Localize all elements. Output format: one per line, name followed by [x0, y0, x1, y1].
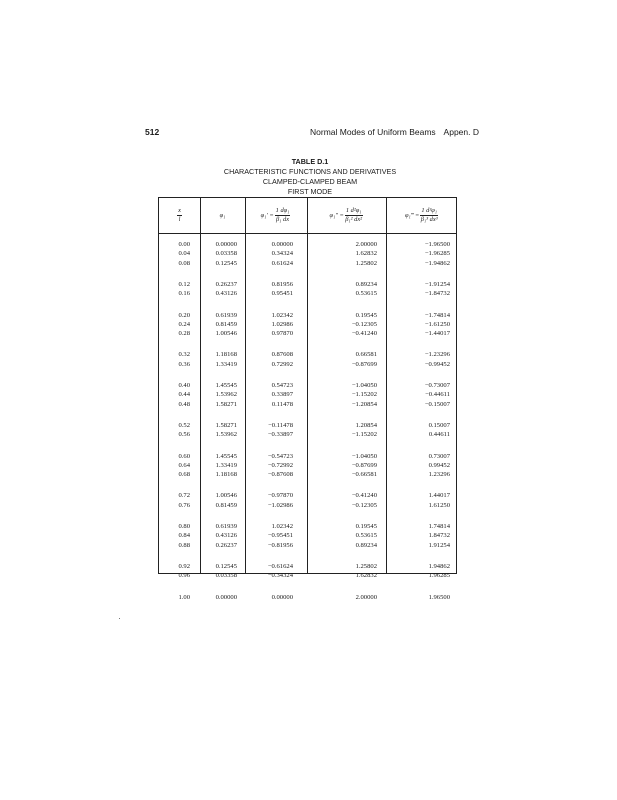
- cell-phi-triple-prime: 0.99452: [428, 461, 450, 469]
- cell-x: 0.96: [178, 572, 190, 580]
- cell-phi-triple-prime: 0.44611: [428, 431, 450, 439]
- cell-phi-triple-prime: −0.15007: [424, 400, 450, 408]
- cell-phi-prime: −0.87608: [267, 471, 293, 479]
- cell-x: 0.04: [178, 250, 190, 258]
- cell-x: 0.24: [178, 320, 190, 328]
- cell-phi-prime: −1.02986: [267, 501, 293, 509]
- cell-phi-triple-prime: 1.74814: [428, 523, 450, 530]
- cell-phi-double-prime: −0.41240: [351, 492, 377, 500]
- cell-phi-double-prime: −1.15202: [351, 431, 377, 439]
- cell-phi-double-prime: −1.04050: [351, 382, 377, 389]
- cell-phi: 0.81459: [215, 501, 237, 509]
- cell-phi: 1.45545: [215, 382, 237, 389]
- cell-phi-double-prime: −0.87699: [351, 461, 377, 469]
- table-row: [159, 289, 456, 299]
- cell-phi-double-prime: −1.15202: [351, 391, 377, 399]
- cell-x: 0.80: [178, 523, 190, 530]
- cell-x: 0.48: [178, 400, 190, 408]
- cell-phi-prime: 0.81956: [271, 280, 293, 288]
- header-x-over-l: [159, 198, 200, 233]
- table-row: [159, 501, 456, 511]
- cell-phi: 0.26237: [215, 541, 237, 549]
- cell-x: 0.40: [178, 382, 190, 389]
- cell-phi-triple-prime: −0.99452: [424, 360, 450, 368]
- cell-phi: 0.43126: [215, 290, 237, 298]
- table-row: [159, 360, 456, 370]
- cell-phi-triple-prime: −1.96500: [424, 241, 450, 248]
- cell-phi-triple-prime: 1.23296: [428, 471, 450, 479]
- header-phi-double-prime-num: 1 d²φ₁: [345, 207, 362, 214]
- cell-phi-double-prime: 2.00000: [355, 593, 377, 601]
- table-row: [159, 329, 456, 339]
- table-row: [159, 400, 456, 410]
- cell-phi: 0.61939: [215, 523, 237, 530]
- cell-phi-prime: 1.02342: [271, 311, 293, 319]
- cell-phi: 0.00000: [215, 241, 237, 248]
- cell-phi-triple-prime: 1.96500: [428, 593, 450, 601]
- table-row: [159, 593, 456, 603]
- cell-x: 0.44: [178, 391, 190, 399]
- cell-phi: 1.18168: [215, 351, 237, 359]
- cell-phi-prime: 1.02342: [271, 523, 293, 530]
- cell-phi-double-prime: 0.89234: [355, 541, 377, 549]
- cell-phi: 0.00000: [215, 593, 237, 601]
- cell-phi-double-prime: 0.89234: [355, 280, 377, 288]
- cell-phi-prime: 0.34324: [271, 250, 293, 258]
- table-label: TABLE D.1: [291, 157, 329, 166]
- cell-phi-double-prime: −0.12305: [351, 320, 377, 328]
- cell-phi-triple-prime: −0.44611: [425, 391, 450, 399]
- cell-phi-prime: −0.81956: [267, 541, 293, 549]
- cell-phi-triple-prime: −1.74814: [424, 311, 450, 319]
- caption-line-beam: CLAMPED-CLAMPED BEAM: [262, 177, 358, 186]
- table-header: [159, 198, 456, 234]
- cell-x: 0.64: [178, 461, 190, 469]
- cell-phi-prime: −0.33897: [267, 431, 293, 439]
- cell-phi-double-prime: −0.12305: [351, 501, 377, 509]
- cell-phi-double-prime: −0.87699: [351, 360, 377, 368]
- cell-phi-triple-prime: 1.61250: [428, 501, 450, 509]
- cell-phi-triple-prime: −1.84732: [424, 290, 450, 298]
- cell-phi-prime: 0.61624: [271, 259, 293, 267]
- cell-phi-double-prime: 0.53615: [355, 532, 377, 540]
- cell-phi-triple-prime: 1.84732: [428, 532, 450, 540]
- cell-x: 0.52: [178, 421, 190, 429]
- cell-phi-prime: −0.11478: [268, 421, 293, 429]
- cell-phi-triple-prime: 1.96285: [428, 572, 450, 580]
- cell-phi-prime: 1.02986: [271, 320, 293, 328]
- cell-phi-triple-prime: 1.91254: [428, 541, 450, 549]
- cell-phi-triple-prime: −1.91254: [424, 280, 450, 288]
- cell-phi-triple-prime: −1.44017: [424, 330, 450, 338]
- table-row: [159, 571, 456, 581]
- cell-phi-double-prime: 1.25802: [355, 259, 377, 267]
- cell-phi-prime: 0.87608: [271, 351, 293, 359]
- table-row: [159, 259, 456, 269]
- cell-phi-triple-prime: −1.61250: [424, 320, 450, 328]
- cell-phi: 1.53962: [215, 391, 237, 399]
- cell-phi: 1.58271: [215, 400, 237, 408]
- cell-phi: 1.00546: [215, 492, 237, 500]
- cell-phi: 0.26237: [215, 280, 237, 288]
- header-phi-prime-den: β₁ dx: [276, 216, 290, 223]
- caption-line-functions: CHARACTERISTIC FUNCTIONS AND DERIVATIVES: [223, 167, 397, 176]
- cell-phi: 1.18168: [215, 471, 237, 479]
- cell-x: 0.56: [178, 431, 190, 439]
- cell-phi: 0.03358: [215, 572, 237, 580]
- cell-phi-prime: −0.61624: [267, 562, 293, 570]
- cell-x: 0.20: [178, 311, 190, 319]
- running-title: Normal Modes of Uniform Beams: [310, 127, 436, 137]
- cell-phi-double-prime: 0.53615: [355, 290, 377, 298]
- table-caption: [200, 157, 420, 197]
- cell-x: 0.92: [178, 562, 190, 570]
- header-phi-double-prime-den: β₁² dx²: [345, 216, 363, 223]
- page-number: 512: [145, 127, 160, 137]
- cell-phi: 1.00546: [215, 330, 237, 338]
- cell-phi-prime: 0.11478: [271, 400, 293, 408]
- header-phi-prime-lhs: φ₁′ =: [260, 212, 274, 219]
- cell-phi: 1.45545: [215, 452, 237, 460]
- header-phi-triple-prime-num: 1 d³φ₁: [421, 207, 438, 214]
- cell-phi-prime: 0.00000: [271, 241, 293, 248]
- cell-x: 0.00: [178, 241, 190, 248]
- cell-phi: 0.12545: [215, 259, 237, 267]
- cell-phi-prime: −0.95451: [267, 532, 293, 540]
- cell-phi-double-prime: 1.25802: [355, 562, 377, 570]
- cell-phi: 1.33419: [215, 360, 237, 368]
- cell-phi: 0.81459: [215, 320, 237, 328]
- cell-phi-double-prime: −0.66581: [351, 471, 377, 479]
- cell-x: 0.72: [178, 492, 190, 500]
- cell-x: 0.16: [178, 290, 190, 298]
- cell-x: 0.84: [178, 532, 190, 540]
- cell-phi-prime: 0.54723: [271, 382, 293, 389]
- cell-x: 0.68: [178, 471, 190, 479]
- cell-phi-triple-prime: 1.94862: [428, 562, 450, 570]
- header-phi: [200, 198, 245, 233]
- data-table: [158, 197, 457, 601]
- cell-phi-prime: 0.00000: [271, 593, 293, 601]
- cell-phi-prime: 0.72992: [271, 360, 293, 368]
- cell-phi-triple-prime: −1.23296: [424, 351, 450, 359]
- cell-x: 0.08: [178, 259, 190, 267]
- cell-phi-double-prime: 1.20854: [355, 421, 377, 429]
- cell-phi-prime: 0.95451: [271, 290, 293, 298]
- cell-phi: 0.43126: [215, 532, 237, 540]
- caption-line-mode: FIRST MODE: [287, 187, 333, 196]
- cell-phi: 1.33419: [215, 461, 237, 469]
- cell-phi: 0.03358: [215, 250, 237, 258]
- cell-phi-prime: 0.97870: [271, 330, 293, 338]
- cell-phi: 0.12545: [215, 562, 237, 570]
- cell-phi-triple-prime: −0.73007: [424, 382, 450, 389]
- cell-phi-double-prime: −1.04050: [351, 452, 377, 460]
- cell-phi-triple-prime: 0.73007: [428, 452, 450, 460]
- header-phi-prime-num: 1 dφ₁: [275, 207, 290, 214]
- cell-phi-triple-prime: −1.94862: [424, 259, 450, 267]
- cell-phi-prime: −0.72992: [267, 461, 293, 469]
- cell-phi-prime: 0.33897: [271, 391, 293, 399]
- cell-phi-prime: −0.54723: [267, 452, 293, 460]
- cell-phi-double-prime: 0.19545: [355, 311, 377, 319]
- cell-x: 0.32: [178, 351, 190, 359]
- cell-phi-triple-prime: 1.44017: [428, 492, 450, 500]
- header-phi-triple-prime-den: β₁³ dx³: [420, 216, 438, 223]
- cell-phi-double-prime: −0.41240: [351, 330, 377, 338]
- cell-phi-double-prime: 0.19545: [355, 523, 377, 530]
- cell-x: 0.60: [178, 452, 190, 460]
- cell-phi-double-prime: 2.00000: [355, 241, 377, 248]
- header-phi-triple-prime: [386, 198, 458, 233]
- header-phi-double-prime: [307, 198, 386, 233]
- header-phi-double-prime-lhs: φ₁″ =: [329, 212, 344, 219]
- cell-x: 0.76: [178, 501, 190, 509]
- cell-x: 0.36: [178, 360, 190, 368]
- cell-phi-prime: −0.34324: [267, 572, 293, 580]
- cell-x: 0.28: [178, 330, 190, 338]
- header-phi-triple-prime-lhs: φ₁‴ =: [404, 212, 420, 219]
- table-row: [159, 541, 456, 551]
- cell-x: 0.12: [178, 280, 190, 288]
- cell-phi-prime: −0.97870: [267, 492, 293, 500]
- cell-phi-triple-prime: 0.15007: [428, 421, 450, 429]
- header-x: x: [178, 207, 181, 214]
- cell-x: 1.00: [178, 593, 190, 601]
- cell-phi-triple-prime: −1.96285: [424, 250, 450, 258]
- page-speck: [119, 618, 120, 619]
- header-l: l: [178, 216, 181, 223]
- cell-phi: 1.58271: [215, 421, 237, 429]
- cell-phi: 1.53962: [215, 431, 237, 439]
- cell-phi-double-prime: −1.20854: [351, 400, 377, 408]
- cell-phi-double-prime: 1.62832: [355, 250, 377, 258]
- cell-x: 0.88: [178, 541, 190, 549]
- table-row: [159, 430, 456, 440]
- cell-phi-double-prime: 0.66581: [355, 351, 377, 359]
- cell-phi: 0.61939: [215, 311, 237, 319]
- header-phi-label: φ₁: [219, 212, 226, 219]
- table-row: [159, 470, 456, 480]
- header-phi-prime: [245, 198, 307, 233]
- cell-phi-double-prime: 1.62832: [355, 572, 377, 580]
- appendix-label: Appen. D: [443, 127, 479, 137]
